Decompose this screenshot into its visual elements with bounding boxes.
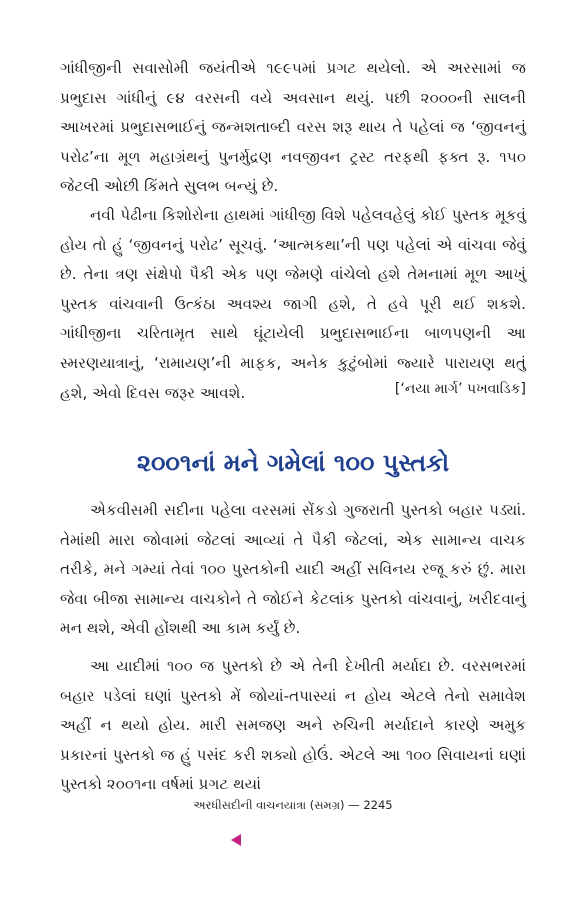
previous-page-arrow-icon[interactable]	[231, 834, 241, 846]
source-citation: [‘નયા માર્ગ’ પખવાડિક]	[394, 381, 526, 397]
page	[60, 0, 526, 899]
paragraph-3: એકવીસમી સદીના પહેલા વરસમાં સેંકડો ગુજરાતી પુસ્તકો બહાર પડ્યાં. તેમાંથી મારા જોવામાં જેટલાં આવ્યાં તે પૈકી જેટલાં, એક સામાન્ય વાચક તરીકે, મને ગમ્યાં તેવાં ૧૦૦ પુસ્તકોની યાદી અહીં સવિનય રજૂ કરું છું. મારા જેવા બીજા સામાન્ય વાચકોને તે જોઈને કેટલાંક પુસ્તકો વાંચવાનું, ખરીદવાનું મન થશે, એવી હોંશથી આ કામ કર્યું છે.	[60, 501, 526, 638]
paragraph-4: આ યાદીમાં ૧૦૦ જ પુસ્તકો છે એ તેની દેખીતી મર્યાદા છે. વરસભરમાં બહાર પડેલાં ઘણાં પુસ્તકો મેં જોયાં-તપાસ્યાં ન હોય એટલે તેનો સમાવેશ અહીં ન થયો હોય. મારી સમજણ અને રુચિની મર્યાદાને કારણે અમુક પ્રકારનાં પુસ્તકો જ હું પસંદ કરી શક્યો હોઉં. એટલે આ ૧૦૦ સિવાયનાં ઘણાં પુસ્તકો ૨૦૦૧ના વર્ષમાં પ્રગટ થયાં	[60, 657, 526, 794]
section-heading: ૨૦૦૧નાં મને ગમેલાં ૧૦૦ પુસ્તકો	[136, 449, 450, 477]
paragraph-2: નવી પેઢીના કિશોરોના હાથમાં ગાંધીજી વિશે પહેલવહેલું કોઈ પુસ્તક મૂકવું હોય તો હું ‘જીવનનું પરોઢ’ સૂચવું. ‘આત્મકથા’ની પણ પહેલાં એ વાંચવા જેવું છે. તેના ત્રણ સંક્ષેપો પૈકી એક પણ જેમણે વાંચેલો હશે તેમનામાં મૂળ આખું પુસ્તક વાંચવાની ઉત્કંઠા અવશ્ય જાગી હશે, તે હવે પૂરી થઈ શકશે. ગાંધીજીના ચરિતામૃત સાથે ઘૂંટાયેલી પ્રભુદાસભાઈના બાળપણની આ સ્મરણયાત્રાનું, ‘રામાયણ’ની માફક, અનેક કુટુંબોમાં જ્યારે પારાયણ થતું હશે, એવો દિવસ જરૂર આવશે.	[60, 206, 526, 402]
paragraph-1: ગાંધીજીની સવાસોમી જયંતીએ ૧૯૯૫માં પ્રગટ થયેલો. એ અરસામાં જ પ્રભુદાસ ગાંધીનું ૯૪ વરસની વયે અવસાન થયું. પછી ૨૦૦૦ની સાલની આખરમાં પ્રભુદાસભાઈનું જન્મશતાબ્દી વરસ શરૂ થાય તે પહેલાં જ ‘જીવનનું પરોઢ’ના મૂળ મહાગ્રંથનું પુનર્મુદ્રણ નવજીવન ટ્રસ્ટ તરફથી ફક્ત રૂ. ૧૫૦ જેટલી ઓછી કિંમતે સુલભ બન્યું છે.	[60, 59, 526, 196]
page-footer: અરધીસદીની વાચનયાત્રા (સમગ્ર) — 2245	[193, 798, 393, 812]
